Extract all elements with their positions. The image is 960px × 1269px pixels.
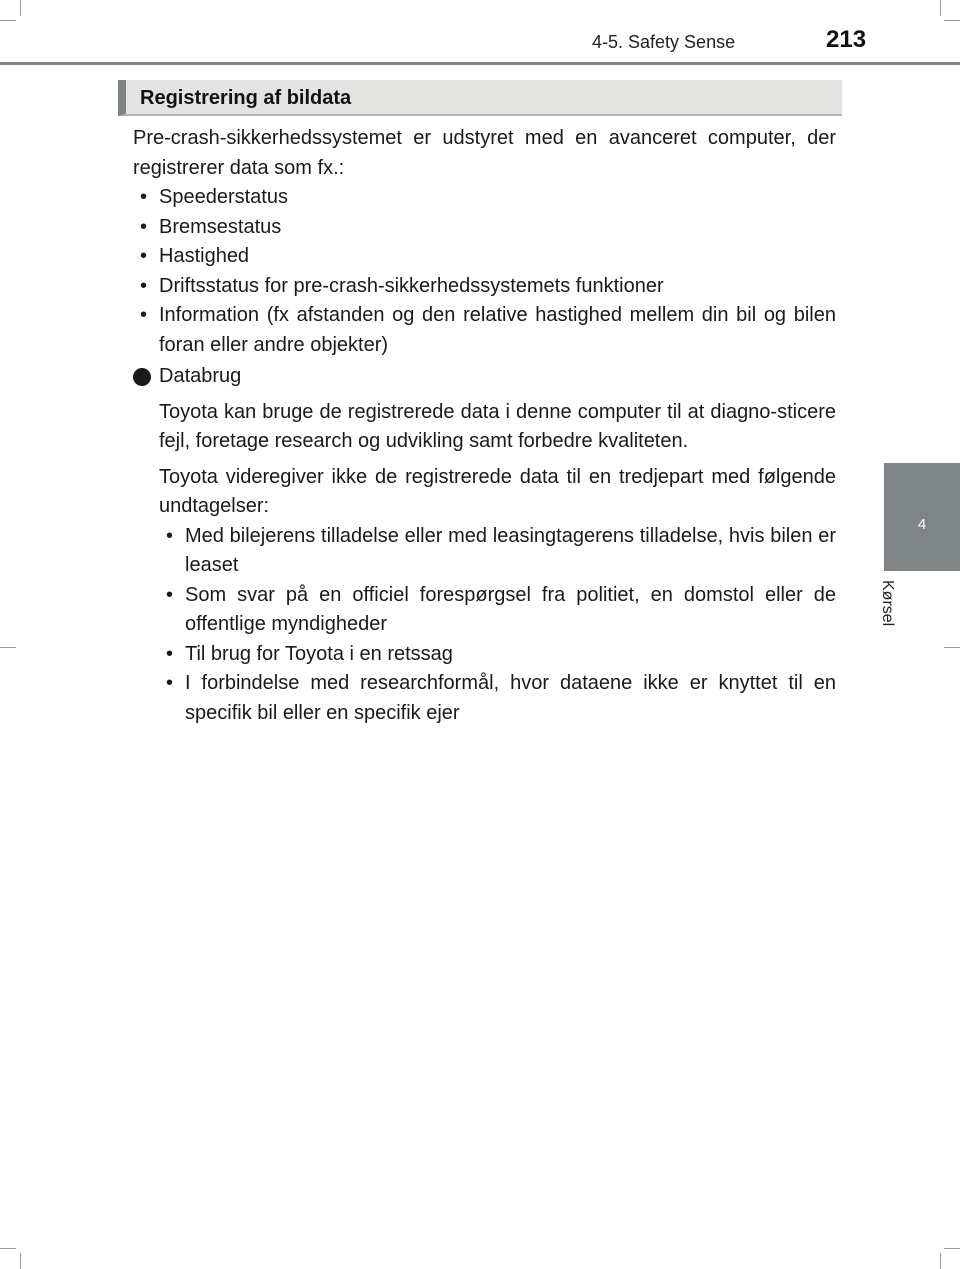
section-heading-bar — [118, 80, 842, 116]
bullet-icon: • — [166, 672, 174, 694]
data-use-paragraph-2: Toyota videregiver ikke de registrerede data til en tredjepart med følgende undtagelser: — [159, 465, 836, 517]
crop-mark — [940, 1253, 941, 1269]
bullet-icon: • — [140, 186, 148, 208]
filled-circle-icon — [133, 368, 151, 386]
crop-mark — [0, 1248, 16, 1249]
list-item-text: Hastighed — [159, 245, 250, 267]
list-item-text: Til brug for Toyota i en retssag — [185, 642, 453, 665]
list-item — [133, 183, 836, 213]
page-content — [133, 124, 836, 728]
list-item — [133, 242, 836, 272]
crop-mark — [0, 647, 16, 648]
exceptions-list — [159, 522, 836, 729]
list-item — [133, 272, 836, 302]
bullet-icon: • — [140, 245, 148, 267]
list-item — [159, 640, 836, 670]
page-number: 213 — [826, 26, 867, 53]
list-item-text: Driftsstatus for pre-crash-sikkerhedssystemets funktioner — [159, 274, 664, 297]
crop-mark — [944, 1248, 960, 1249]
list-item — [159, 522, 836, 581]
bullet-icon: • — [140, 215, 148, 238]
data-use-heading-row — [133, 362, 836, 392]
crop-mark — [20, 1253, 21, 1269]
list-item — [133, 213, 836, 243]
list-item-text: Bremsestatus — [159, 215, 282, 238]
page-header — [0, 0, 960, 64]
chapter-label-wrap — [879, 580, 914, 660]
chapter-tab — [884, 463, 960, 571]
bullet-icon: • — [140, 304, 148, 326]
chapter-label: Kørsel — [879, 580, 896, 627]
list-item — [133, 301, 836, 360]
bullet-icon: • — [166, 583, 174, 606]
recorded-items-list — [133, 183, 836, 360]
bullet-icon: • — [166, 524, 174, 547]
header-rule — [0, 62, 960, 65]
data-use-paragraph-1: Toyota kan bruge de registrerede data i denne computer til at diagno-sticere fejl, foretage research og udvikling samt forbedre kvaliteten. — [159, 400, 836, 452]
list-item-text: Speederstatus — [159, 186, 288, 208]
list-item — [159, 581, 836, 640]
list-item-text: Som svar på en officiel forespørgsel fra politiet, en domstol eller de offentlige myndigheder — [185, 583, 836, 635]
list-item-text: Information (fx afstanden og den relative hastighed mellem din bil og bilen foran eller andre objekter) — [159, 304, 836, 356]
crop-mark — [944, 647, 960, 648]
chapter-number: 4 — [917, 516, 927, 533]
list-item-text: Med bilejerens tilladelse eller med leasingtagerens tilladelse, hvis bilen er leaset — [185, 524, 836, 576]
section-title: 4-5. Safety Sense — [592, 32, 736, 52]
section-heading: Registrering af bildata — [140, 87, 352, 109]
list-item — [159, 669, 836, 728]
bullet-icon: • — [140, 274, 148, 297]
data-use-body — [133, 398, 836, 729]
data-use-section — [133, 362, 836, 728]
data-use-heading: Databrug — [159, 365, 242, 387]
bullet-icon: • — [166, 642, 174, 665]
intro-paragraph: Pre-crash-sikkerhedssystemet er udstyret med en avanceret computer, der registrerer data som fx.: — [133, 127, 836, 179]
list-item-text: I forbindelse med researchformål, hvor dataene ikke er knyttet til en specifik bil eller en specifik ejer — [185, 672, 836, 724]
